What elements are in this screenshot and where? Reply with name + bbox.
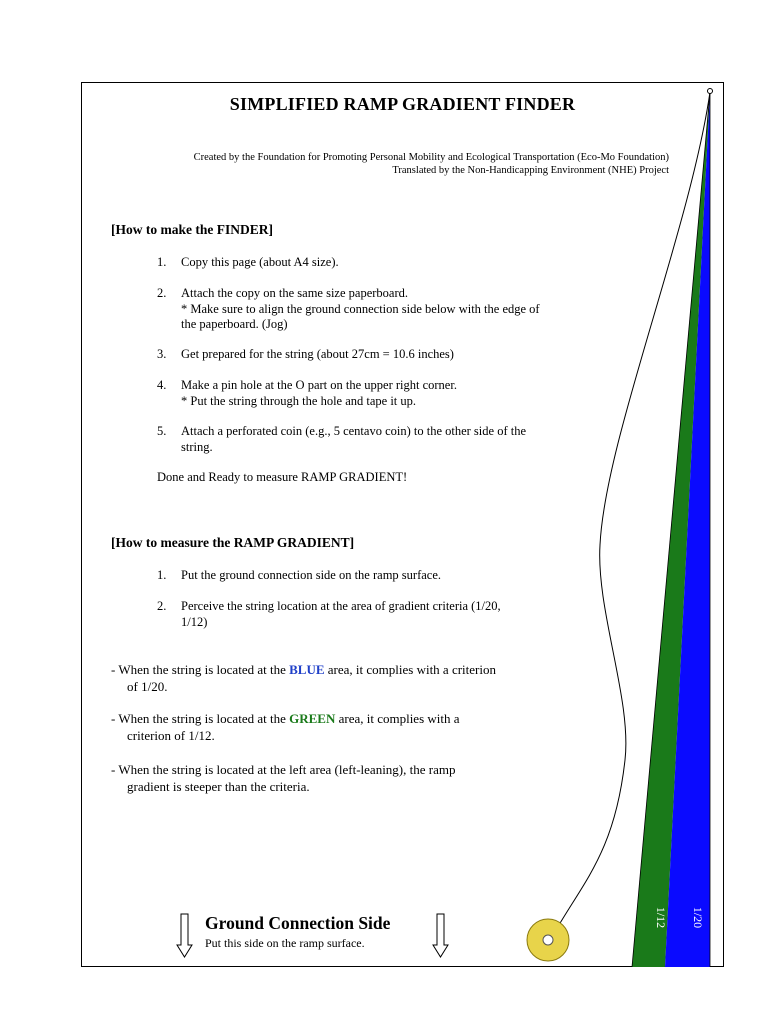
heading-how-to-measure: [How to measure the RAMP GRADIENT]: [111, 535, 355, 550]
step-text: string.: [181, 439, 213, 454]
note-text: - When the string is located at the left area (left-leaning), the ramp: [111, 762, 456, 777]
step-number: 4.: [157, 378, 167, 392]
step-number: 1.: [157, 255, 167, 269]
step-number: 5.: [157, 424, 167, 438]
note-continuation: criterion of 1/12.: [127, 728, 215, 743]
step-text: * Make sure to align the ground connection side below with the edge of: [181, 301, 540, 316]
credit-line-created: Created by the Foundation for Promoting Personal Mobility and Ecological Transportation (Eco-Mo Foundation): [193, 152, 669, 163]
note-continuation: of 1/20.: [127, 679, 168, 694]
note-text: - When the string is located at the: [111, 662, 290, 677]
label-green-1-12: 1/12: [654, 906, 669, 929]
step-text: Get prepared for the string (about 27cm = 10.6 inches): [181, 347, 454, 361]
step-number: 3.: [157, 347, 167, 361]
note-text: - When the string is located at the: [111, 711, 290, 726]
step-number: 2.: [157, 286, 167, 300]
step-text: Copy this page (about A4 size).: [181, 255, 339, 269]
coin-hole: [543, 935, 553, 945]
done-message: Done and Ready to measure RAMP GRADIENT!: [157, 470, 408, 484]
down-arrow-left-icon: [177, 914, 192, 957]
label-blue-1-20: 1/20: [691, 906, 706, 929]
blue-keyword: BLUE: [289, 662, 325, 677]
step-text: 1/12): [181, 614, 208, 629]
step-text: the paperboard. (Jog): [181, 317, 288, 331]
ground-connection-title: Ground Connection Side: [205, 913, 391, 933]
step-text: Put the ground connection side on the ramp surface.: [181, 568, 441, 582]
step-text: Make a pin hole at the O part on the upper right corner.: [181, 378, 457, 392]
step-number: 2.: [157, 599, 167, 613]
step-text: Attach the copy on the same size paperboard.: [181, 286, 408, 300]
step-text: Perceive the string location at the area of gradient criteria (1/20,: [181, 599, 501, 613]
credit-line-translated: Translated by the Non-Handicapping Environment (NHE) Project: [392, 165, 669, 176]
step-number: 1.: [157, 568, 167, 582]
note-text: area, it complies with a criterion: [324, 662, 496, 677]
page-title: SIMPLIFIED RAMP GRADIENT FINDER: [229, 94, 576, 114]
note-continuation: gradient is steeper than the criteria.: [127, 779, 310, 794]
note-text: area, it complies with a: [335, 711, 460, 726]
step-text: * Put the string through the hole and tape it up.: [181, 393, 417, 408]
ground-connection-subtitle: Put this side on the ramp surface.: [205, 936, 365, 950]
heading-how-to-make: [How to make the FINDER]: [111, 222, 273, 237]
pin-hole-icon: [708, 89, 713, 94]
down-arrow-right-icon: [433, 914, 448, 957]
step-text: Attach a perforated coin (e.g., 5 centavo coin) to the other side of the: [181, 424, 527, 438]
green-keyword: GREEN: [289, 711, 336, 726]
